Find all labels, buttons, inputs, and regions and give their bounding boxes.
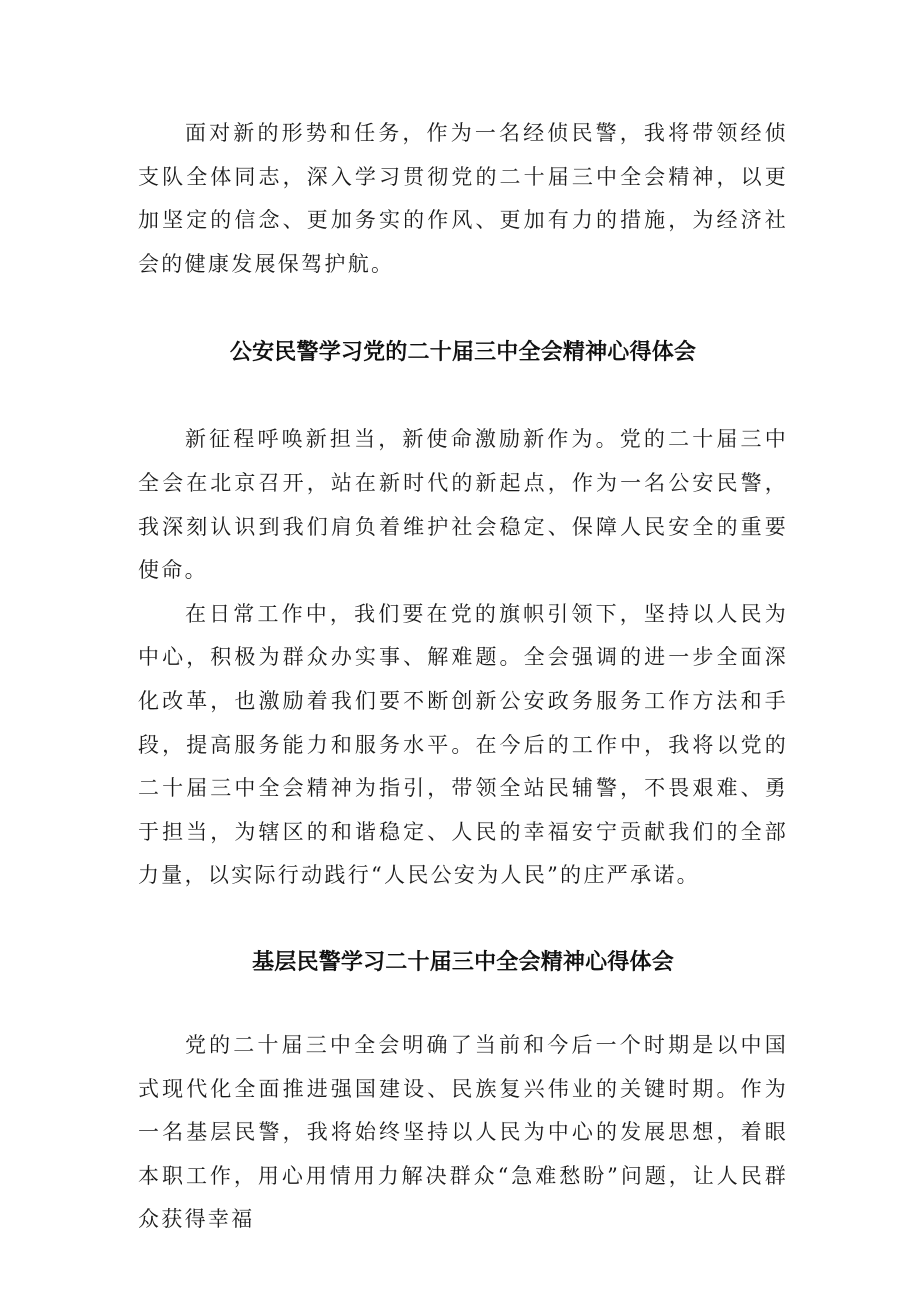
- paragraph: 在日常工作中，我们要在党的旗帜引领下，坚持以人民为中心，积极为群众办实事、解难题。全会强调的进一步全面深化改革，也激励着我们要不断创新公安政务服务工作方法和手段，提高服务能力和服务水平。在今后的工作中，我将以党的二十届三中全会精神为指引，带领全站民辅警，不畏艰难、勇于担当，为辖区的和谐稳定、人民的幸福安宁贡献我们的全部力量，以实际行动践行“人民公安为人民”的庄严承诺。: [138, 601, 788, 888]
- section-heading-police-study: 公安民警学习党的二十届三中全会精神心得体会: [229, 340, 697, 366]
- paragraph: 新征程呼唤新担当，新使命激励新作为。党的二十届三中全会在北京召开，站在新时代的新起点，作为一名公安民警，我深刻认识到我们肩负着维护社会稳定、保障人民安全的重要使命。: [138, 427, 788, 583]
- paragraph: 党的二十届三中全会明确了当前和今后一个时期是以中国式现代化全面推进强国建设、民族复兴伟业的关键时期。作为一名基层民警，我将始终坚持以人民为中心的发展思想，着眼本职工作，用心用情用力解决群众“急难愁盼”问题，让人民群众获得幸福: [138, 1032, 788, 1232]
- document-body: [138, 112, 788, 1242]
- section-heading-grassroots-police-study: 基层民警学习二十届三中全会精神心得体会: [252, 949, 674, 975]
- paragraph: 面对新的形势和任务，作为一名经侦民警，我将带领经侦支队全体同志，深入学习贯彻党的二十届三中全会精神，以更加坚定的信念、更加务实的作风、更加有力的措施，为经济社会的健康发展保驾护航。: [138, 121, 788, 276]
